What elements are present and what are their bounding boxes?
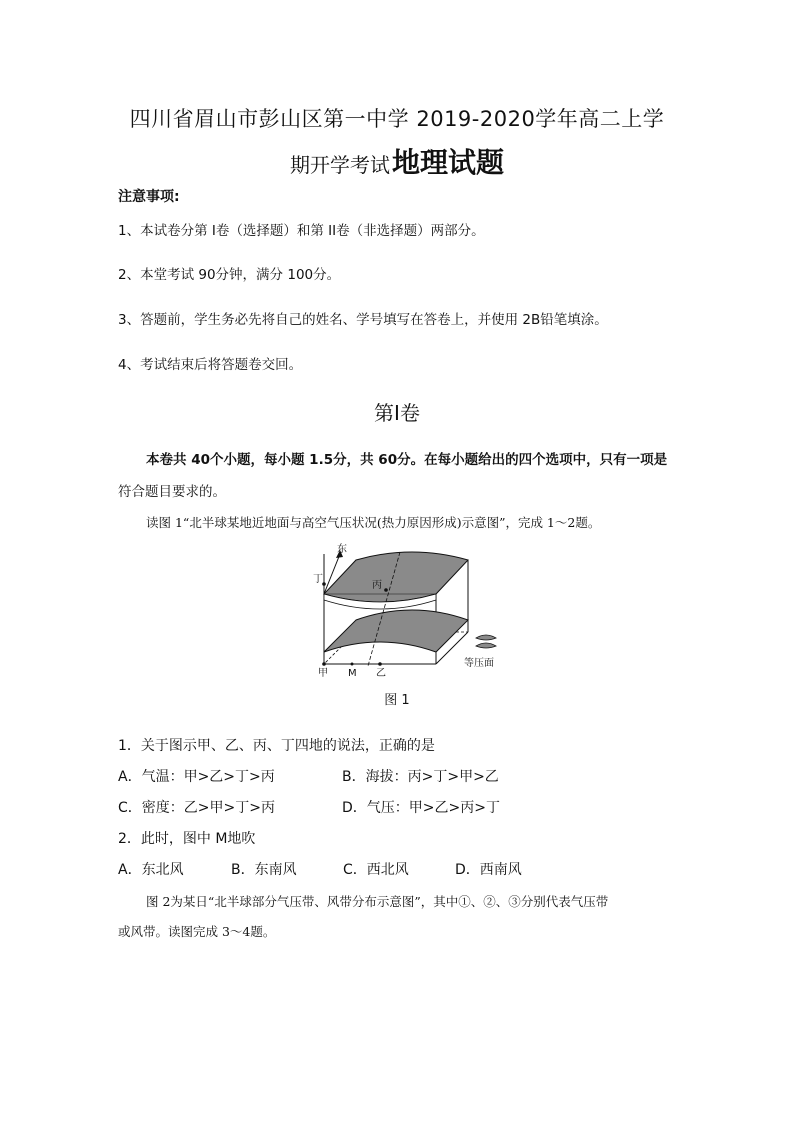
q1-option-a: A．气温：甲>乙>丁>丙 <box>118 769 275 785</box>
title-prefix: 期开学考试 <box>289 153 390 177</box>
notice-item-1: 1、本试卷分第 I卷（选择题）和第 II卷（非选择题）两部分。 <box>118 223 485 239</box>
legend-isobar-icon <box>476 635 496 640</box>
label-east: 东 <box>337 544 347 555</box>
notice-item-4: 4、考试结束后将答题卷交回。 <box>118 357 303 373</box>
label-ding: 丁 <box>313 574 323 585</box>
notice-item-3: 3、答题前，学生务必先将自己的姓名、学号填写在答卷上，并使用 2B铅笔填涂。 <box>118 312 608 328</box>
figure1-caption: 图 1 <box>384 693 410 708</box>
point-bing <box>384 588 388 592</box>
label-yi: 乙 <box>376 668 386 679</box>
legend-isobar-label: 等压面 <box>464 658 494 669</box>
lower-isobar-surface <box>324 610 468 652</box>
q2-option-c: C．西北风 <box>343 862 409 878</box>
q2-option-d: D．西南风 <box>455 862 522 878</box>
notice-heading: 注意事项: <box>118 189 180 205</box>
notice-item-2: 2、本堂考试 90分钟，满分 100分。 <box>118 267 341 283</box>
title-subject: 地理试题 <box>391 146 504 179</box>
figure2-intro-line1: 图 2为某日“北半球部分气压带、风带分布示意图”，其中①、②、③分别代表气压带 <box>146 894 609 909</box>
intro-part-c: ，只有一项是 <box>586 452 668 468</box>
intro-part-a: 本卷共 40个小题，每小题 1.5分，共 60分。在每小题给出的 <box>146 452 519 468</box>
section-title: 第Ⅰ卷 <box>374 401 420 425</box>
point-m <box>351 663 354 666</box>
legend-isobar-icon-2 <box>476 643 496 648</box>
figure1-diagram <box>310 540 510 680</box>
document-title-line2 <box>0 141 794 181</box>
read-instruction: 读图 1“北半球某地近地面与高空气压状况(热力原因形成)示意图”，完成 1～2题。 <box>146 515 601 530</box>
q2-option-b: B．东南风 <box>231 862 297 878</box>
figure2-intro-line2: 或风带。读图完成 3～4题。 <box>118 924 276 939</box>
label-bing: 丙 <box>372 580 382 591</box>
section-intro <box>118 444 678 476</box>
q1-option-d: D．气压：甲>乙>丙>丁 <box>342 800 500 816</box>
q2-option-a: A．东北风 <box>118 862 184 878</box>
section-intro-line2: 符合题目要求的。 <box>118 484 226 500</box>
point-jia <box>322 662 326 666</box>
label-m: M <box>348 668 357 679</box>
point-yi <box>378 662 382 666</box>
question-2-stem: 2．此时，图中 M地吹 <box>118 831 256 847</box>
upper-isobar-surface <box>324 552 468 602</box>
q1-option-c: C．密度：乙>甲>丁>丙 <box>118 800 275 816</box>
q1-option-b: B．海拔：丙>丁>甲>乙 <box>342 769 499 785</box>
document-title-line1: 四川省眉山市彭山区第一中学 2019-2020学年高二上学 <box>129 107 665 131</box>
label-jia: 甲 <box>318 668 328 679</box>
question-1-stem: 1．关于图示甲、乙、丙、丁四地的说法，正确的是 <box>118 738 435 754</box>
intro-part-b: 四个选项中 <box>518 452 587 468</box>
